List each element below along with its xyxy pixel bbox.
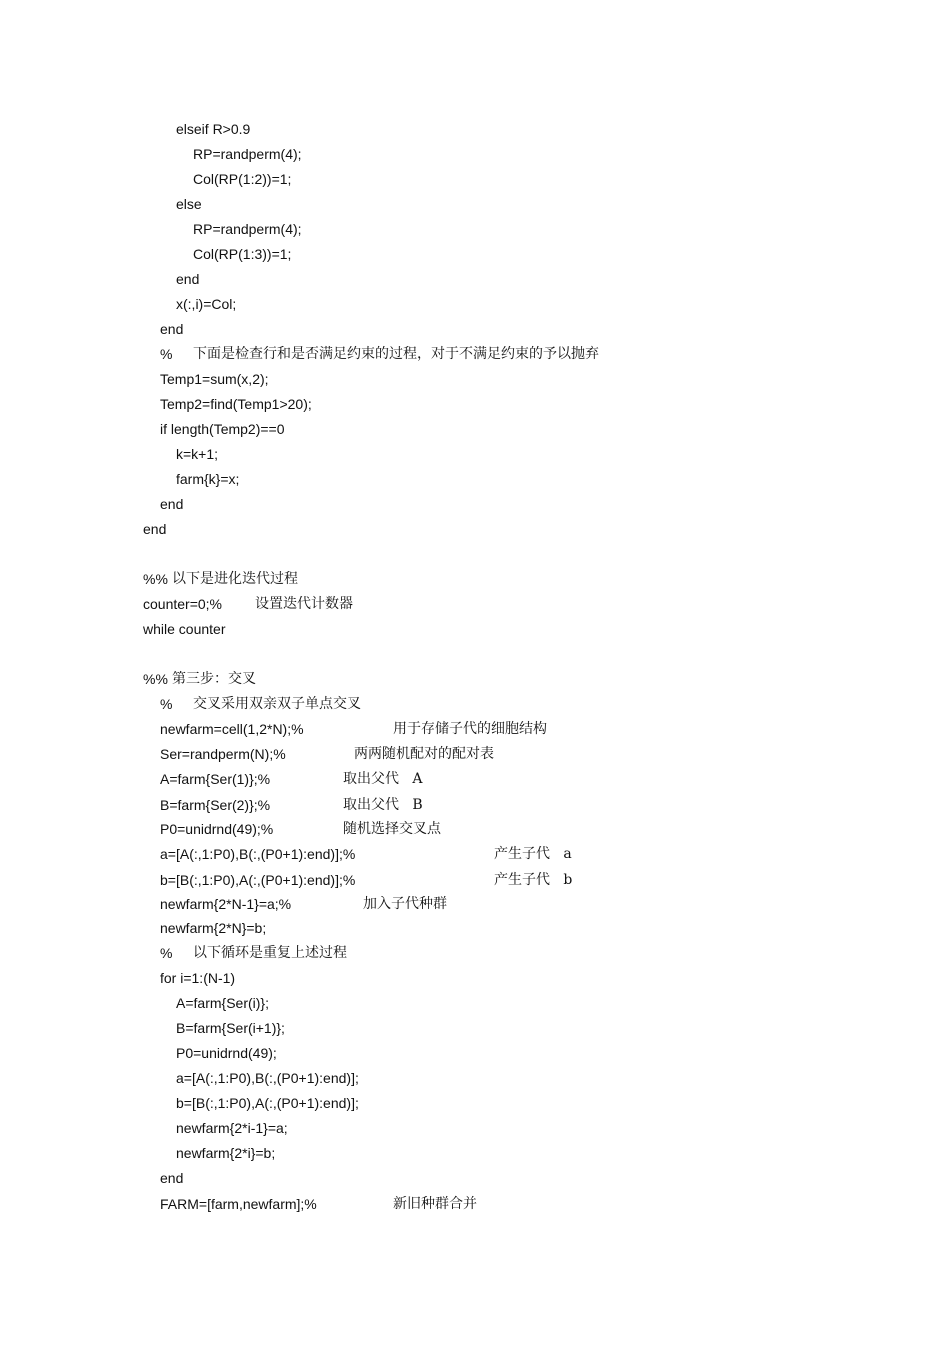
code-line: k=k+1; — [176, 446, 219, 462]
code-line: Ser=randperm(N);% — [160, 746, 286, 762]
code-comment: 新旧种群合并 — [393, 1196, 477, 1212]
code-line: if length(Temp2)==0 — [160, 421, 285, 437]
code-comment: 用于存储子代的细胞结构 — [393, 721, 547, 737]
code-line: RP=randperm(4); — [193, 146, 302, 162]
code-line: % — [160, 696, 173, 712]
code-comment: 以下是进化迭代过程 — [172, 571, 298, 587]
code-line: end — [160, 1170, 184, 1186]
code-comment: 第三步：交叉 — [172, 671, 256, 687]
code-line: %% — [143, 571, 168, 587]
code-comment: 取出父代 A — [343, 771, 423, 787]
code-line: farm{k}=x; — [176, 471, 240, 487]
code-line: Col(RP(1:3))=1; — [193, 246, 292, 262]
code-comment: 两两随机配对的配对表 — [354, 746, 494, 762]
code-line: b=[B(:,1:P0),A(:,(P0+1):end)];% — [160, 872, 356, 888]
code-line: a=[A(:,1:P0),B(:,(P0+1):end)]; — [176, 1070, 359, 1086]
code-comment: 下面是检查行和是否满足约束的过程，对于不满足约束的予以抛弃 — [193, 346, 599, 362]
code-line: else — [176, 196, 202, 212]
code-line: P0=unidrnd(49); — [176, 1045, 277, 1061]
code-line: end — [176, 271, 200, 287]
code-line: Temp2=find(Temp1>20); — [160, 396, 312, 412]
code-comment: 加入子代种群 — [363, 896, 447, 912]
code-line: %% — [143, 671, 168, 687]
code-line: Temp1=sum(x,2); — [160, 371, 269, 387]
code-comment: 产生子代 a — [494, 846, 572, 862]
code-line: end — [143, 521, 167, 537]
code-line: FARM=[farm,newfarm];% — [160, 1196, 317, 1212]
code-comment: 产生子代 b — [494, 872, 573, 888]
code-line: P0=unidrnd(49);% — [160, 821, 274, 837]
code-comment: 取出父代 B — [343, 797, 423, 813]
code-comment: 设置迭代计数器 — [255, 596, 353, 612]
code-line: end — [160, 321, 184, 337]
code-comment: 随机选择交叉点 — [343, 821, 441, 837]
code-line: Col(RP(1:2))=1; — [193, 171, 292, 187]
code-line: newfarm{2*N-1}=a;% — [160, 896, 292, 912]
code-line: for i=1:(N-1) — [160, 970, 236, 986]
code-line: while counter — [143, 621, 226, 637]
code-line: B=farm{Ser(2)};% — [160, 797, 271, 813]
code-line: newfarm{2*i}=b; — [176, 1145, 276, 1161]
code-line: newfarm{2*i-1}=a; — [176, 1120, 288, 1136]
code-line: % — [160, 346, 173, 362]
code-line: newfarm{2*N}=b; — [160, 920, 267, 936]
code-line: b=[B(:,1:P0),A(:,(P0+1):end)]; — [176, 1095, 359, 1111]
code-line: counter=0;% — [143, 596, 222, 612]
code-line: end — [160, 496, 184, 512]
code-line: elseif R>0.9 — [176, 121, 251, 137]
code-line: A=farm{Ser(1)};% — [160, 771, 271, 787]
code-comment: 交叉采用双亲双子单点交叉 — [193, 696, 361, 712]
code-line: % — [160, 945, 173, 961]
code-line: B=farm{Ser(i+1)}; — [176, 1020, 285, 1036]
code-line: a=[A(:,1:P0),B(:,(P0+1):end)];% — [160, 846, 356, 862]
code-comment: 以下循环是重复上述过程 — [193, 945, 347, 961]
code-line: RP=randperm(4); — [193, 221, 302, 237]
code-line: newfarm=cell(1,2*N);% — [160, 721, 304, 737]
code-line: x(:,i)=Col; — [176, 296, 237, 312]
code-line: A=farm{Ser(i)}; — [176, 995, 269, 1011]
